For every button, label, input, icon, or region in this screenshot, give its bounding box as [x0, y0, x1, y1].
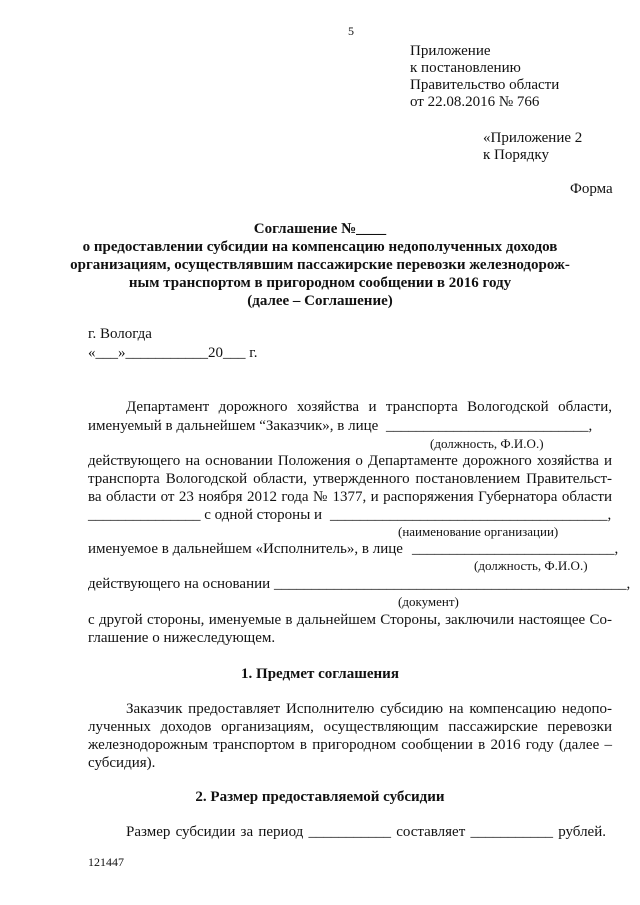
body-line: _______________ с одной стороны и — [88, 507, 323, 523]
body-line: глашение о нижеследующем. — [88, 630, 276, 646]
date-line: «___»___________20___ г. — [88, 345, 258, 361]
body-line: именуемый в дальнейшем “Заказчик», в лице — [88, 418, 379, 434]
title-line: (далее – Соглашение) — [247, 293, 393, 309]
section-heading: 2. Размер предоставляемой субсидии — [195, 789, 445, 805]
body-line: субсидия). — [88, 755, 156, 771]
field-hint: (наименование организации) — [398, 524, 559, 539]
field-hint: (должность, Ф.И.О.) — [430, 436, 544, 451]
header-line: к постановлению — [410, 60, 521, 76]
page-number: 5 — [348, 24, 354, 38]
field-hint: (документ) — [398, 594, 459, 609]
body-line: транспорта Вологодской области, утвержденного постановлением Правительст- — [88, 471, 612, 487]
body-line: Заказчик предоставляет Исполнителю субсидию на компенсацию недопо- — [126, 701, 612, 717]
body-line: действующего на основании Положения о Департаменте дорожного хозяйства и — [88, 453, 612, 469]
body-line: Департамент дорожного хозяйства и транспорта Вологодской области, — [126, 399, 612, 415]
body-line: Размер субсидии за период ___________ составляет ___________ рублей. — [126, 824, 606, 840]
title-line: организациям, осуществлявшим пассажирские перевозки железнодорож- — [70, 257, 570, 273]
section-heading: 1. Предмет соглашения — [241, 666, 399, 682]
document-code: 121447 — [88, 855, 124, 869]
place-of-signing: г. Вологда — [88, 326, 152, 342]
header-line: Правительство области — [410, 77, 560, 93]
blank-field: ___________________________, — [386, 418, 593, 434]
field-hint: (должность, Ф.И.О.) — [474, 558, 588, 573]
body-line: лученных доходов организациям, осуществляющим пассажирские перевозки — [88, 719, 612, 735]
body-line: с другой стороны, именуемые в дальнейшем Стороны, заключили настоящее Со- — [88, 612, 612, 628]
blank-field: ___________________________, — [412, 541, 619, 557]
appendix-line: «Приложение 2 — [483, 130, 583, 146]
body-line: действующего на основании — [88, 576, 271, 592]
header-line: Приложение — [410, 43, 491, 59]
form-label: Форма — [570, 181, 613, 197]
title-line: Соглашение №____ — [253, 221, 387, 237]
body-line: ва области от 23 ноября 2012 года № 1377, и распоряжения Губернатора области — [88, 489, 612, 505]
header-line: от 22.08.2016 № 766 — [410, 94, 540, 110]
blank-field: _____________________________________, — [330, 507, 612, 523]
body-line: именуемое в дальнейшем «Исполнитель», в лице — [88, 541, 403, 557]
appendix-line: к Порядку — [483, 147, 549, 163]
body-line: железнодорожным транспортом в пригородном сообщении в 2016 году (далее – — [88, 737, 612, 753]
title-line: о предоставлении субсидии на компенсацию недополученных доходов — [82, 239, 558, 255]
blank-field: _______________________________________________, — [274, 576, 631, 592]
title-line: ным транспортом в пригородном сообщении в 2016 году — [128, 275, 512, 291]
